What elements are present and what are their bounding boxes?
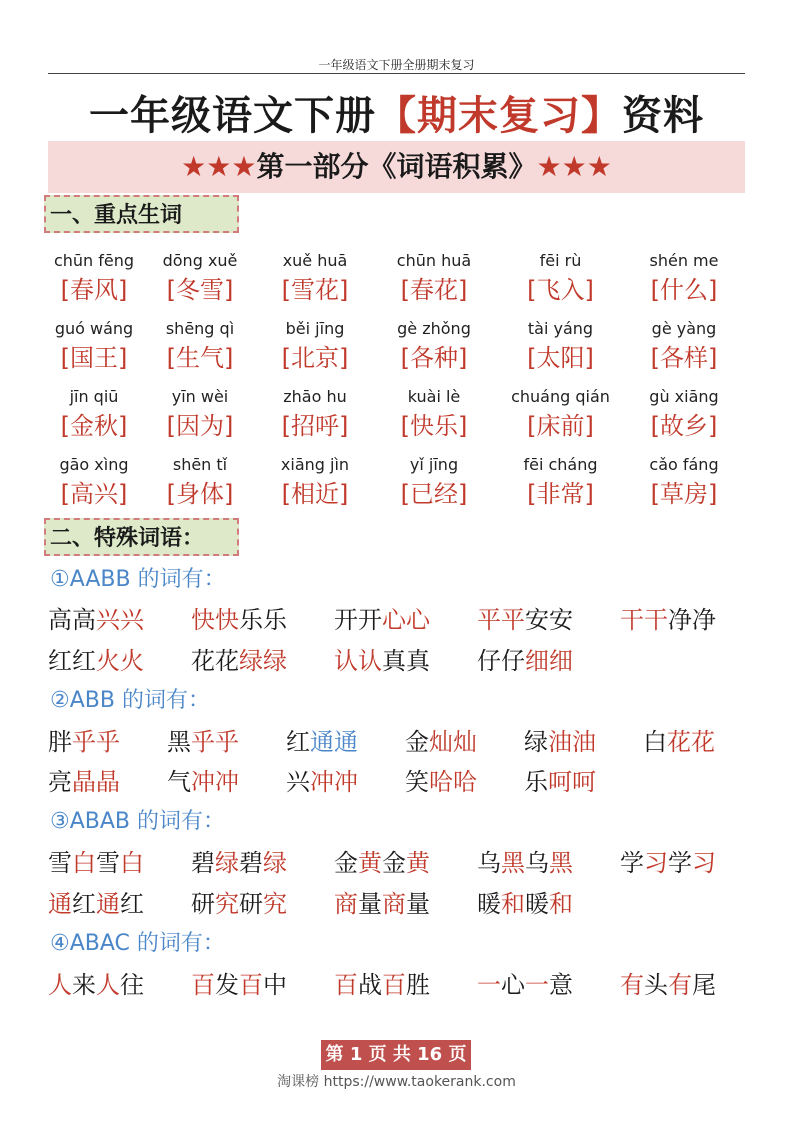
word-item: 乐呵呵 xyxy=(524,768,596,796)
key-word: [太阳] xyxy=(527,343,594,372)
word-item: 仔仔细细 xyxy=(477,647,573,675)
pinyin: xuě huā xyxy=(282,251,348,270)
pinyin: jīn qiū xyxy=(69,387,119,406)
word-item: 百战百胜 xyxy=(334,971,430,999)
key-word: [雪花] xyxy=(281,275,349,304)
key-word: [生气] xyxy=(166,343,234,372)
pinyin: gè zhǒng xyxy=(397,319,471,338)
pinyin: yīn wèi xyxy=(171,387,229,406)
word-item: 绿油油 xyxy=(524,728,596,756)
key-word: [草房] xyxy=(650,479,718,508)
star-icons-left: ★★★ xyxy=(181,150,257,183)
pinyin: xiāng jìn xyxy=(280,455,350,474)
page-number-badge: 第 1 页 共 16 页 xyxy=(321,1040,471,1070)
abac-row-1 xyxy=(48,965,730,1000)
abb-row-2 xyxy=(48,762,643,797)
abab-row-1 xyxy=(48,843,730,878)
word-row xyxy=(48,338,745,372)
pinyin: běi jīng xyxy=(285,319,345,338)
aabb-row-2 xyxy=(48,641,620,676)
pinyin-row xyxy=(48,236,745,270)
word-item: 平平安安 xyxy=(477,606,573,634)
part-banner xyxy=(48,141,745,193)
key-word: [春花] xyxy=(400,275,468,304)
word-item: 白花花 xyxy=(643,728,715,756)
word-item: 商量商量 xyxy=(334,890,430,918)
word-item: 暖和暖和 xyxy=(477,890,573,918)
word-item: 花花绿绿 xyxy=(191,647,287,675)
pinyin: kuài lè xyxy=(407,387,461,406)
key-word: [床前] xyxy=(527,411,594,440)
word-item: 高高兴兴 xyxy=(48,606,144,634)
key-word: [冬雪] xyxy=(166,275,234,304)
word-item: 金灿灿 xyxy=(405,728,477,756)
key-word: [故乡] xyxy=(650,411,718,440)
word-item: 快快乐乐 xyxy=(191,606,287,634)
word-item: 碧绿碧绿 xyxy=(191,849,287,877)
pinyin: fēi cháng xyxy=(523,455,598,474)
pinyin: fēi rù xyxy=(539,251,582,270)
word-row xyxy=(48,406,745,440)
word-item: 兴冲冲 xyxy=(286,768,358,796)
pinyin-row xyxy=(48,440,745,474)
heading-aabb: ①AABB 的词有： xyxy=(50,567,226,592)
word-item: 有头有尾 xyxy=(620,971,716,999)
pinyin: zhāo hu xyxy=(283,387,347,406)
key-word: [已经] xyxy=(400,479,468,508)
aabb-row-1 xyxy=(48,600,730,635)
word-item: 一心一意 xyxy=(477,971,573,999)
word-item: 红通通 xyxy=(286,728,358,756)
pinyin: yǐ jīng xyxy=(409,455,459,474)
word-item: 胖乎乎 xyxy=(48,728,120,756)
section-title-special-words: 二、特殊词语： xyxy=(44,518,239,556)
word-item: 气冲冲 xyxy=(167,768,239,796)
word-item: 金黄金黄 xyxy=(334,849,430,877)
pinyin-row xyxy=(48,372,745,406)
title-pre: 一年级语文下册 xyxy=(89,93,376,139)
key-word: [招呼] xyxy=(281,411,349,440)
page-header: 一年级语文下册全册期末复习 xyxy=(318,58,475,72)
pinyin: cǎo fáng xyxy=(649,455,719,474)
key-words-grid xyxy=(48,236,745,508)
key-word: [因为] xyxy=(166,411,234,440)
word-item: 人来人往 xyxy=(48,971,144,999)
word-item: 开开心心 xyxy=(334,606,430,634)
word-item: 黑乎乎 xyxy=(167,728,239,756)
pinyin-row xyxy=(48,304,745,338)
pinyin: shén me xyxy=(649,251,719,270)
word-item: 学习学习 xyxy=(620,849,716,877)
word-item: 雪白雪白 xyxy=(48,849,144,877)
star-icons-right: ★★★ xyxy=(536,150,612,183)
key-word: [金秋] xyxy=(60,411,128,440)
key-word: [快乐] xyxy=(400,411,468,440)
key-word: [身体] xyxy=(166,479,234,508)
pinyin: shēng qì xyxy=(165,319,235,338)
part-label: 第一部分《词语积累》 xyxy=(256,150,537,183)
key-word: [春风] xyxy=(60,275,128,304)
heading-abac: ④ABAC 的词有： xyxy=(50,931,225,956)
word-item: 认认真真 xyxy=(334,647,430,675)
key-word: [北京] xyxy=(281,343,349,372)
pinyin: guó wáng xyxy=(54,319,134,338)
word-item: 亮晶晶 xyxy=(48,768,120,796)
pinyin: gè yàng xyxy=(651,319,717,338)
pinyin: tài yáng xyxy=(527,319,594,338)
key-word: [国王] xyxy=(60,343,128,372)
pinyin: shēn tǐ xyxy=(172,455,228,474)
word-item: 笑哈哈 xyxy=(405,768,477,796)
word-row xyxy=(48,270,745,304)
pinyin: gāo xìng xyxy=(59,455,129,474)
title-post: 资料 xyxy=(622,93,704,139)
key-word: [各样] xyxy=(650,343,718,372)
key-word: [高兴] xyxy=(60,479,128,508)
abab-row-2 xyxy=(48,884,620,919)
header-divider xyxy=(48,73,745,74)
word-item: 百发百中 xyxy=(191,971,287,999)
key-word: [相近] xyxy=(281,479,349,508)
title-highlight: 【期末复习】 xyxy=(376,93,622,139)
key-word: [非常] xyxy=(527,479,594,508)
pinyin: chūn huā xyxy=(396,251,472,270)
pinyin: chuáng qián xyxy=(511,387,610,406)
key-word: [什么] xyxy=(650,275,718,304)
main-title xyxy=(0,84,793,141)
pinyin: chūn fēng xyxy=(53,251,135,270)
word-item: 研究研究 xyxy=(191,890,287,918)
key-word: [各种] xyxy=(400,343,468,372)
abb-row-1 xyxy=(48,722,733,757)
section-title-key-words: 一、重点生词 xyxy=(44,195,239,233)
pinyin: dōng xuě xyxy=(162,251,238,270)
footer-url: 淘课榜 https://www.taokerank.com xyxy=(277,1074,516,1090)
key-word: [飞入] xyxy=(527,275,594,304)
heading-abb: ②ABB 的词有： xyxy=(50,688,210,713)
word-row xyxy=(48,474,745,508)
word-item: 干干净净 xyxy=(620,606,716,634)
word-item: 红红火火 xyxy=(48,647,144,675)
word-item: 乌黑乌黑 xyxy=(477,849,573,877)
word-item: 通红通红 xyxy=(48,890,144,918)
pinyin: gù xiāng xyxy=(649,387,719,406)
heading-abab: ③ABAB 的词有： xyxy=(50,809,226,834)
